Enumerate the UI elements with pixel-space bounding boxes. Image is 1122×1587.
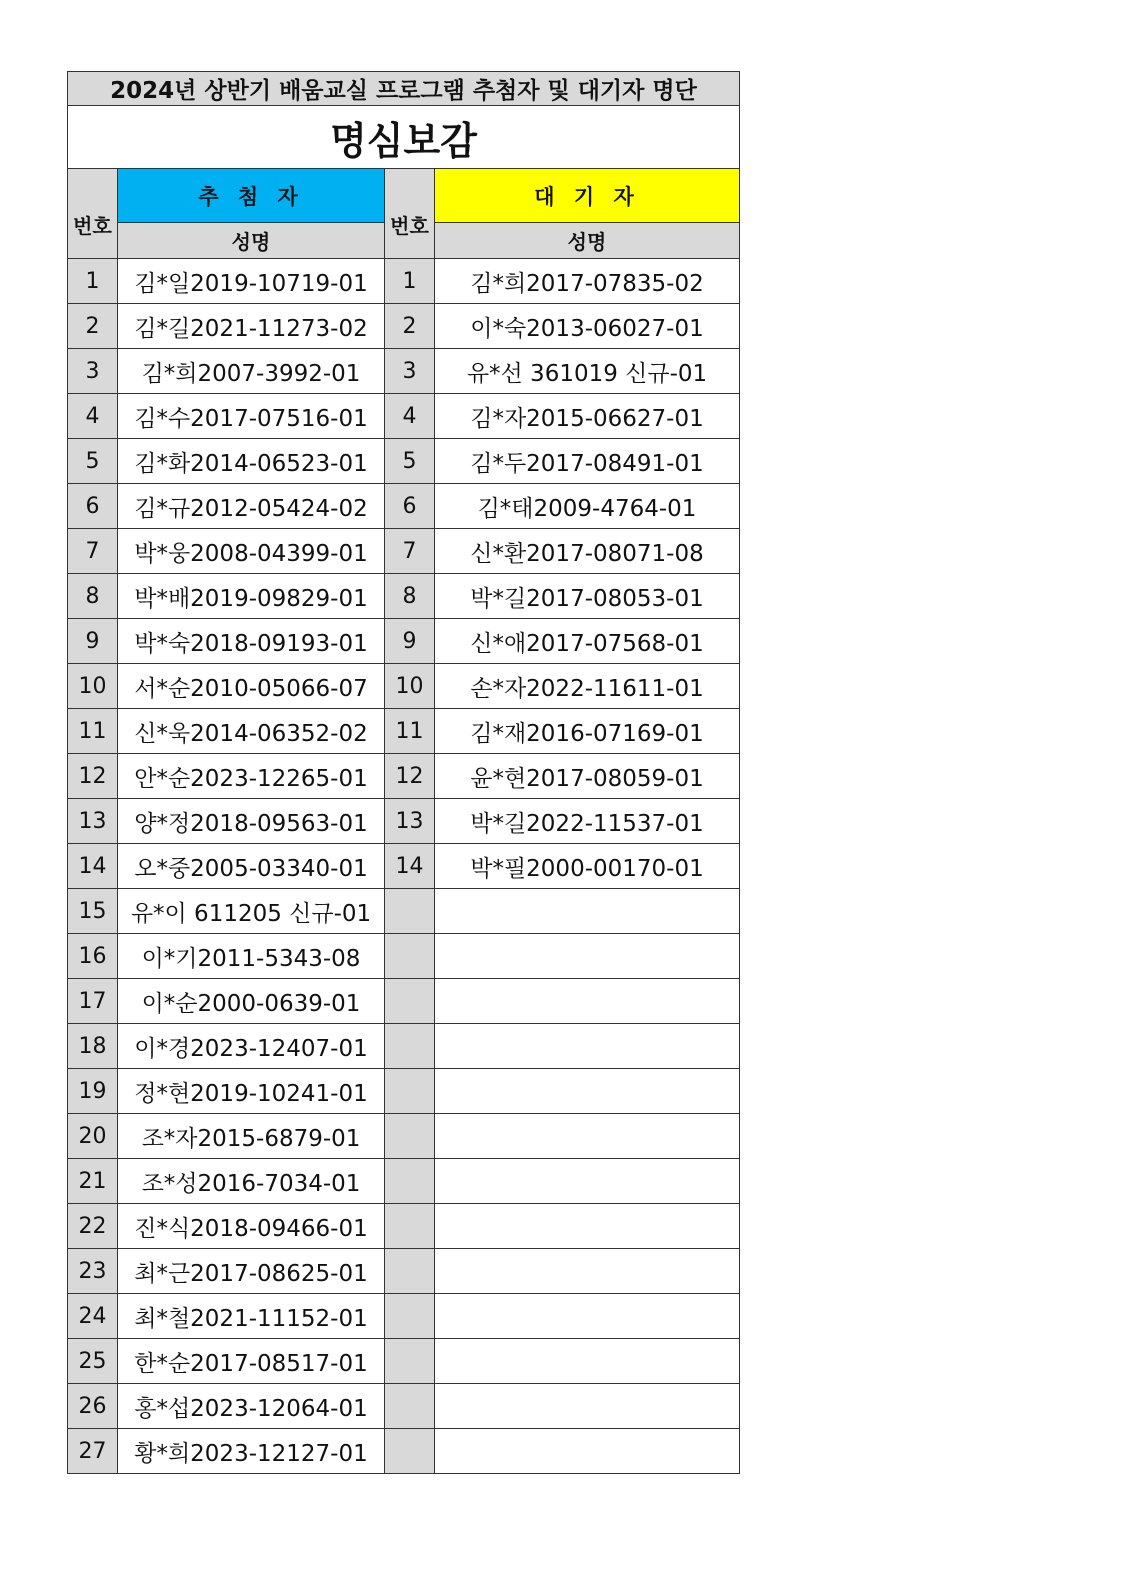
winner-name: 박*배2019-09829-01 [118, 574, 385, 619]
waiting-number [385, 979, 435, 1024]
table-row [68, 1384, 740, 1429]
waiting-number [385, 1249, 435, 1294]
table-row [68, 349, 740, 394]
winner-name: 김*수2017-07516-01 [118, 394, 385, 439]
winner-name: 조*자2015-6879-01 [118, 1114, 385, 1159]
winner-name: 김*희2007-3992-01 [118, 349, 385, 394]
table-row [68, 1249, 740, 1294]
table-row [68, 619, 740, 664]
waiting-number: 3 [385, 349, 435, 394]
table-row [68, 709, 740, 754]
winner-name: 김*규2012-05424-02 [118, 484, 385, 529]
waiting-number [385, 1114, 435, 1159]
table-row [68, 304, 740, 349]
document-subtitle: 2024년 상반기 배움교실 프로그램 추첨자 및 대기자 명단 [68, 72, 740, 106]
table-row [68, 979, 740, 1024]
winner-name: 황*희2023-12127-01 [118, 1429, 385, 1474]
winner-number: 7 [68, 529, 118, 574]
waiting-number [385, 1429, 435, 1474]
table-row [68, 574, 740, 619]
table-row [68, 1069, 740, 1114]
waiting-name: 박*길2022-11537-01 [435, 799, 740, 844]
waiting-number: 9 [385, 619, 435, 664]
waiting-number [385, 889, 435, 934]
waiting-name [435, 1339, 740, 1384]
waiting-name: 이*숙2013-06027-01 [435, 304, 740, 349]
waiting-number: 5 [385, 439, 435, 484]
winner-number: 11 [68, 709, 118, 754]
winner-name: 이*순2000-0639-01 [118, 979, 385, 1024]
winner-name: 이*기2011-5343-08 [118, 934, 385, 979]
waiting-name: 손*자2022-11611-01 [435, 664, 740, 709]
waiting-number: 8 [385, 574, 435, 619]
waiting-number [385, 1204, 435, 1249]
waiting-number [385, 1294, 435, 1339]
winner-number: 6 [68, 484, 118, 529]
winner-number: 5 [68, 439, 118, 484]
winner-number: 15 [68, 889, 118, 934]
winner-number: 27 [68, 1429, 118, 1474]
winner-number: 26 [68, 1384, 118, 1429]
table-row [68, 889, 740, 934]
table-row [68, 844, 740, 889]
winners-name-header: 성명 [118, 223, 385, 259]
winner-number: 21 [68, 1159, 118, 1204]
table-row [68, 934, 740, 979]
waiting-number: 11 [385, 709, 435, 754]
table-row [68, 1114, 740, 1159]
lottery-result-table [67, 71, 740, 1474]
winner-name: 김*길2021-11273-02 [118, 304, 385, 349]
waiting-name: 김*두2017-08491-01 [435, 439, 740, 484]
winner-number: 23 [68, 1249, 118, 1294]
table-row [68, 1204, 740, 1249]
winner-name: 조*성2016-7034-01 [118, 1159, 385, 1204]
winner-number: 3 [68, 349, 118, 394]
waiting-name: 김*희2017-07835-02 [435, 259, 740, 304]
table-row [68, 799, 740, 844]
waiting-name: 윤*현2017-08059-01 [435, 754, 740, 799]
winner-name: 최*철2021-11152-01 [118, 1294, 385, 1339]
waiting-name: 박*필2000-00170-01 [435, 844, 740, 889]
winner-number: 12 [68, 754, 118, 799]
winner-number: 20 [68, 1114, 118, 1159]
winner-name: 서*순2010-05066-07 [118, 664, 385, 709]
winner-number: 4 [68, 394, 118, 439]
waiting-name [435, 1294, 740, 1339]
waiting-number: 12 [385, 754, 435, 799]
winner-name: 박*웅2008-04399-01 [118, 529, 385, 574]
winner-name: 이*경2023-12407-01 [118, 1024, 385, 1069]
table-row [68, 1429, 740, 1474]
waiting-name [435, 1384, 740, 1429]
winner-number: 18 [68, 1024, 118, 1069]
winner-name: 신*욱2014-06352-02 [118, 709, 385, 754]
table-row [68, 664, 740, 709]
winner-name: 한*순2017-08517-01 [118, 1339, 385, 1384]
table-row [68, 259, 740, 304]
waiting-name: 신*애2017-07568-01 [435, 619, 740, 664]
waiting-header: 대 기 자 [435, 169, 740, 223]
winner-name: 김*화2014-06523-01 [118, 439, 385, 484]
winners-header: 추 첨 자 [118, 169, 385, 223]
winners-number-header: 번호 [68, 169, 118, 259]
winner-number: 17 [68, 979, 118, 1024]
table-row [68, 394, 740, 439]
winner-number: 22 [68, 1204, 118, 1249]
winner-name: 양*정2018-09563-01 [118, 799, 385, 844]
waiting-number [385, 1384, 435, 1429]
waiting-name [435, 1204, 740, 1249]
waiting-number: 4 [385, 394, 435, 439]
winner-name: 오*중2005-03340-01 [118, 844, 385, 889]
waiting-name [435, 1024, 740, 1069]
winner-number: 16 [68, 934, 118, 979]
winner-number: 10 [68, 664, 118, 709]
waiting-name: 유*선 361019 신규-01 [435, 349, 740, 394]
waiting-number: 1 [385, 259, 435, 304]
winner-number: 2 [68, 304, 118, 349]
waiting-name [435, 934, 740, 979]
waiting-number [385, 1159, 435, 1204]
table-row [68, 1159, 740, 1204]
winner-name: 박*숙2018-09193-01 [118, 619, 385, 664]
waiting-number: 14 [385, 844, 435, 889]
waiting-number-header: 번호 [385, 169, 435, 259]
waiting-name [435, 979, 740, 1024]
waiting-name [435, 1429, 740, 1474]
waiting-name: 김*재2016-07169-01 [435, 709, 740, 754]
waiting-name: 신*환2017-08071-08 [435, 529, 740, 574]
document-title: 명심보감 [68, 106, 740, 169]
winner-number: 19 [68, 1069, 118, 1114]
table-row [68, 439, 740, 484]
waiting-name [435, 889, 740, 934]
waiting-number [385, 1024, 435, 1069]
table-row [68, 484, 740, 529]
winner-name: 최*근2017-08625-01 [118, 1249, 385, 1294]
table-row [68, 529, 740, 574]
winner-number: 9 [68, 619, 118, 664]
waiting-name [435, 1114, 740, 1159]
winner-number: 13 [68, 799, 118, 844]
waiting-number: 10 [385, 664, 435, 709]
table-row [68, 754, 740, 799]
waiting-number: 13 [385, 799, 435, 844]
table-row [68, 1339, 740, 1384]
waiting-number: 2 [385, 304, 435, 349]
waiting-name-header: 성명 [435, 223, 740, 259]
waiting-name [435, 1249, 740, 1294]
waiting-number [385, 1339, 435, 1384]
waiting-number: 7 [385, 529, 435, 574]
winner-number: 25 [68, 1339, 118, 1384]
winner-number: 1 [68, 259, 118, 304]
winner-name: 정*현2019-10241-01 [118, 1069, 385, 1114]
winner-number: 24 [68, 1294, 118, 1339]
table-row [68, 1024, 740, 1069]
waiting-name [435, 1159, 740, 1204]
winner-name: 김*일2019-10719-01 [118, 259, 385, 304]
waiting-number [385, 934, 435, 979]
winner-number: 14 [68, 844, 118, 889]
waiting-number: 6 [385, 484, 435, 529]
waiting-name: 김*자2015-06627-01 [435, 394, 740, 439]
winner-name: 홍*섭2023-12064-01 [118, 1384, 385, 1429]
waiting-name: 김*태2009-4764-01 [435, 484, 740, 529]
winner-name: 유*이 611205 신규-01 [118, 889, 385, 934]
waiting-name: 박*길2017-08053-01 [435, 574, 740, 619]
waiting-number [385, 1069, 435, 1114]
winner-number: 8 [68, 574, 118, 619]
winner-name: 안*순2023-12265-01 [118, 754, 385, 799]
table-row [68, 1294, 740, 1339]
winner-name: 진*식2018-09466-01 [118, 1204, 385, 1249]
waiting-name [435, 1069, 740, 1114]
